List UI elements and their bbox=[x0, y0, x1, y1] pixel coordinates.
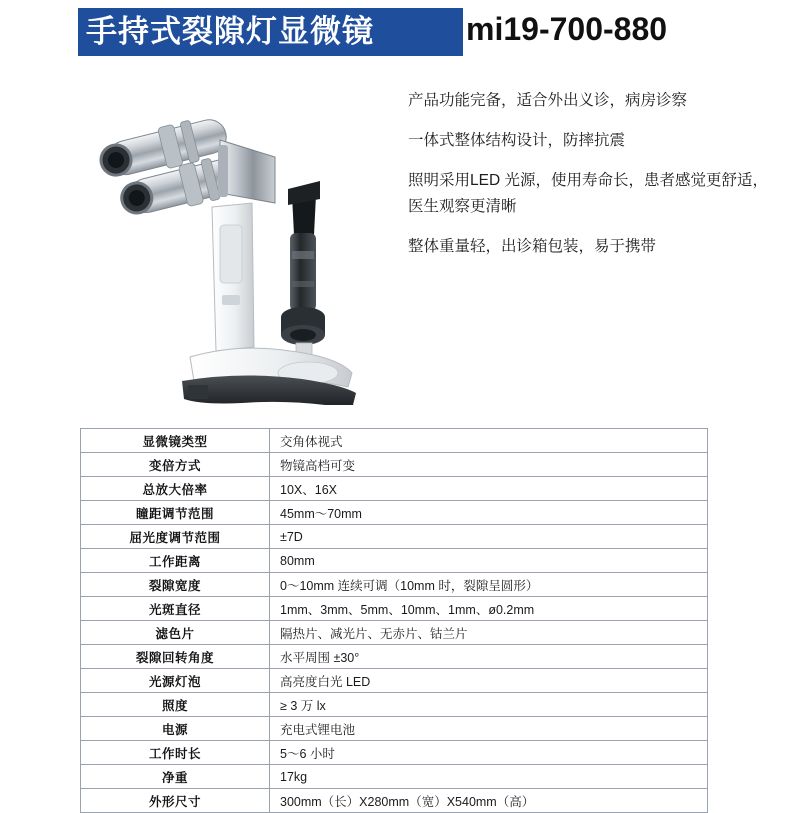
table-row bbox=[81, 645, 708, 669]
spec-label: 光斑直径 bbox=[81, 597, 270, 621]
page-header bbox=[0, 0, 800, 62]
table-row bbox=[81, 765, 708, 789]
spec-label: 工作距离 bbox=[81, 549, 270, 573]
specifications-table bbox=[80, 428, 708, 813]
spec-label: 裂隙宽度 bbox=[81, 573, 270, 597]
specifications-body bbox=[81, 429, 708, 813]
table-row bbox=[81, 597, 708, 621]
spec-value: 交角体视式 bbox=[270, 429, 708, 453]
feature-item: 一体式整体结构设计，防摔抗震 bbox=[408, 132, 626, 149]
table-row bbox=[81, 789, 708, 813]
table-row bbox=[81, 573, 708, 597]
spec-value: 0～10mm 连续可调（10mm 时，裂隙呈圆形） bbox=[270, 573, 708, 597]
spec-label: 瞳距调节范围 bbox=[81, 501, 270, 525]
table-row bbox=[81, 741, 708, 765]
spec-value: ≥ 3 万 lx bbox=[270, 693, 708, 717]
feature-item: 产品功能完备，适合外出义诊，病房诊察 bbox=[408, 92, 688, 109]
table-row bbox=[81, 453, 708, 477]
spec-value: 水平周围 ±30° bbox=[270, 645, 708, 669]
spec-value: 1mm、3mm、5mm、10mm、1mm、ø0.2mm bbox=[270, 597, 708, 621]
feature-item: 照明采用LED 光源，使用寿命长，患者感觉更舒适，医生观察更清晰 bbox=[408, 172, 768, 215]
table-row bbox=[81, 549, 708, 573]
spec-value: 隔热片、减光片、无赤片、钴兰片 bbox=[270, 621, 708, 645]
spec-value: 80mm bbox=[270, 549, 708, 573]
model-number: mi19-700-880 bbox=[466, 11, 668, 47]
page-title: 手持式裂隙灯显微镜 bbox=[86, 14, 374, 49]
spec-label: 显微镜类型 bbox=[81, 429, 270, 453]
spec-label: 总放大倍率 bbox=[81, 477, 270, 501]
table-row bbox=[81, 477, 708, 501]
product-photo bbox=[70, 85, 400, 405]
spec-label: 滤色片 bbox=[81, 621, 270, 645]
spec-value: 45mm～70mm bbox=[270, 501, 708, 525]
table-row bbox=[81, 621, 708, 645]
spec-value: 高亮度白光 LED bbox=[270, 669, 708, 693]
spec-value: ±7D bbox=[270, 525, 708, 549]
spec-value: 10X、16X bbox=[270, 477, 708, 501]
spec-label: 净重 bbox=[81, 765, 270, 789]
spec-value: 17kg bbox=[270, 765, 708, 789]
table-row bbox=[81, 525, 708, 549]
table-row bbox=[81, 717, 708, 741]
spec-value: 5～6 小时 bbox=[270, 741, 708, 765]
spec-value: 充电式锂电池 bbox=[270, 717, 708, 741]
spec-value: 物镜高档可变 bbox=[270, 453, 708, 477]
spec-label: 屈光度调节范围 bbox=[81, 525, 270, 549]
spec-value: 300mm（长）X280mm（宽）X540mm（高） bbox=[270, 789, 708, 813]
spec-label: 照度 bbox=[81, 693, 270, 717]
spec-label: 光源灯泡 bbox=[81, 669, 270, 693]
spec-label: 工作时长 bbox=[81, 741, 270, 765]
feature-list bbox=[408, 88, 788, 274]
spec-label: 电源 bbox=[81, 717, 270, 741]
table-row bbox=[81, 669, 708, 693]
spec-label: 变倍方式 bbox=[81, 453, 270, 477]
table-row bbox=[81, 501, 708, 525]
slit-lamp-illustration bbox=[70, 85, 400, 405]
table-row bbox=[81, 429, 708, 453]
spec-label: 裂隙回转角度 bbox=[81, 645, 270, 669]
table-row bbox=[81, 693, 708, 717]
feature-item: 整体重量轻，出诊箱包装，易于携带 bbox=[408, 238, 657, 255]
spec-label: 外形尺寸 bbox=[81, 789, 270, 813]
